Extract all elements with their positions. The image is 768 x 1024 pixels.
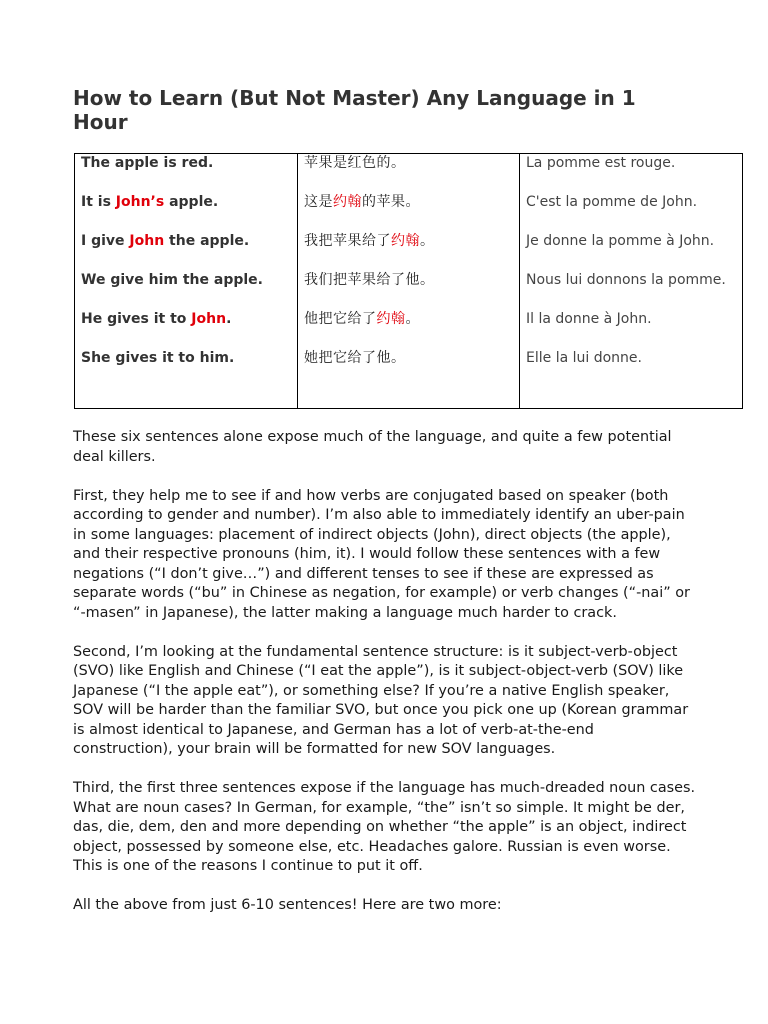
- english-column: [75, 154, 298, 409]
- french-sentence: Il la donne à John.: [526, 311, 652, 327]
- english-sentence: We give him the apple.: [81, 272, 263, 288]
- paragraph: First, they help me to see if and how verbs are conjugated based on speaker (both according to gender and number). I’m also able to immediately identify an uber-pain in some languages: placement of indirect objects (John), direct objects (the apple), and their respective pronouns (him, it). I would follow these sentences with a few negations (“I don’t give…”) and different tenses to see if these are expressed as separate words (“bu” in Chinese as negation, for example) or verb changes (“-nai” or “-masen” in Japanese), the latter making a language much harder to crack.: [73, 487, 690, 621]
- french-sentence: C'est la pomme de John.: [526, 194, 698, 210]
- chinese-sentence: 这是约翰的苹果。: [304, 194, 420, 210]
- french-sentence: Elle la lui donne.: [526, 350, 642, 366]
- paragraph: These six sentences alone expose much of the language, and quite a few potential deal killers.: [73, 429, 672, 465]
- chinese-sentence: 我们把苹果给了他。: [304, 272, 435, 288]
- paragraph: Third, the first three sentences expose if the language has much-dreaded noun cases. What are noun cases? In German, for example, “the” isn’t so simple. It might be der, das, die, dem, den and more depending on whether “the apple” is an object, indirect object, possessed by someone else, etc. Headaches galore. Russian is even worse. This is one of the reasons I continue to put it off.: [73, 780, 696, 874]
- english-sentence: He gives it to John.: [81, 311, 232, 327]
- paragraph: Second, I’m looking at the fundamental sentence structure: is it subject-verb-object (SVO) like English and Chinese (“I eat the apple”), is it subject-object-verb (SOV) like Japanese (“I the apple eat”), or something else? If you’re a native English speaker, SOV will be harder than the familiar SVO, but once you pick one up (Korean grammar is almost identical to Japanese, and German has a lot of verb-at-the-end construction), your brain will be formatted for new SOV languages.: [73, 643, 689, 757]
- chinese-sentence: 她把它给了他。: [304, 350, 406, 366]
- english-sentence: The apple is red.: [81, 155, 214, 171]
- french-column: [520, 154, 743, 409]
- chinese-sentence: 他把它给了约翰。: [304, 311, 420, 327]
- page-title: How to Learn (But Not Master) Any Language in 1 Hour: [73, 86, 636, 134]
- chinese-column: [298, 154, 520, 409]
- paragraph: All the above from just 6-10 sentences! Here are two more:: [73, 897, 502, 913]
- english-sentence: It is John’s apple.: [81, 194, 219, 210]
- french-sentence: Nous lui donnons la pomme.: [526, 272, 726, 288]
- english-sentence: I give John the apple.: [81, 233, 250, 249]
- article-body: [73, 428, 698, 935]
- french-sentence: Je donne la pomme à John.: [526, 233, 715, 249]
- example-sentences-table: [74, 153, 743, 409]
- chinese-sentence: 我把苹果给了约翰。: [304, 233, 435, 249]
- french-sentence: La pomme est rouge.: [526, 155, 676, 171]
- chinese-sentence: 苹果是红色的。: [304, 155, 406, 171]
- english-sentence: She gives it to him.: [81, 350, 235, 366]
